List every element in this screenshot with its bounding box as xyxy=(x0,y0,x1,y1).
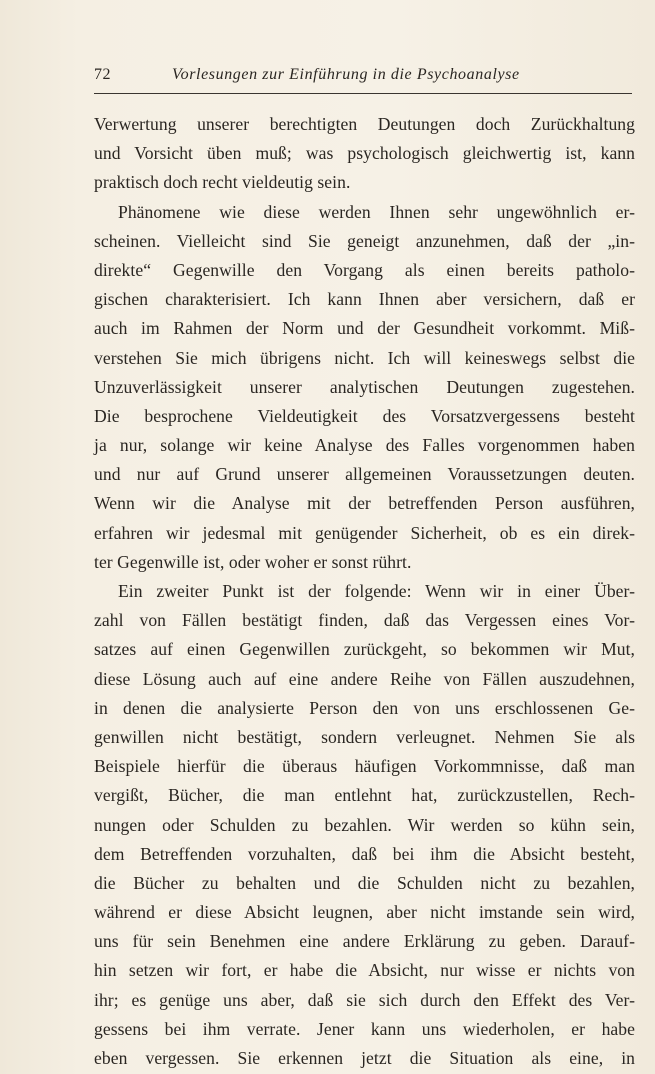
text-line: erfahren wir jedesmal mit genügender Sicherheit, ob es ein direk- xyxy=(94,522,635,543)
text-line: ja nur, solange wir keine Analyse des Falles vorgenommen haben xyxy=(94,435,635,456)
text-line: dem Betreffenden vorzuhalten, daß bei ihm die Absicht besteht, xyxy=(94,843,635,864)
text-line: diese Lösung auch auf eine andere Reihe von Fällen auszudehnen, xyxy=(94,668,635,689)
text-line: während er diese Absicht leugnen, aber nicht imstande sein wird, xyxy=(94,902,635,923)
text-line: eben vergessen. Sie erkennen jetzt die Situation als eine, in xyxy=(94,1048,635,1068)
text-line: Unzuverlässigkeit unserer analytischen Deutungen zugestehen. xyxy=(94,376,635,397)
text-line: gischen charakterisiert. Ich kann Ihnen aber versichern, daß er xyxy=(94,289,635,310)
text-line: ter Gegenwille ist, oder woher er sonst rührt. xyxy=(94,551,412,572)
text-line: die Bücher zu behalten und die Schulden nicht zu bezahlen, xyxy=(94,872,635,893)
text-line: ihr; es genüge uns aber, daß sie sich durch den Effekt des Ver- xyxy=(94,989,635,1010)
text-line: auch im Rahmen der Norm und der Gesundheit vorkommt. Miß- xyxy=(94,318,635,339)
page-header xyxy=(94,66,634,90)
text-line: gessens bei ihm verrate. Jener kann uns wiederholen, er habe xyxy=(94,1018,635,1039)
text-line: Ein zweiter Punkt ist der folgende: Wenn wir in einer Über- xyxy=(118,581,635,601)
text-line: nungen oder Schulden zu bezahlen. Wir werden so kühn sein, xyxy=(94,814,635,835)
text-line: Beispiele hierfür die überaus häufigen Vorkommnisse, daß man xyxy=(94,756,635,777)
text-line: Wenn wir die Analyse mit der betreffenden Person ausführen, xyxy=(94,493,635,514)
text-line: und nur auf Grund unserer allgemeinen Voraussetzungen deuten. xyxy=(94,464,635,485)
text-line: Die besprochene Vieldeutigkeit des Vorsatzvergessens besteht xyxy=(94,405,635,426)
text-line: verstehen Sie mich übrigens nicht. Ich will keineswegs selbst die xyxy=(94,347,635,368)
page-number: 72 xyxy=(94,66,111,83)
header-rule xyxy=(94,93,632,94)
text-line: hin setzen wir fort, er habe die Absicht, nur wisse er nichts von xyxy=(94,960,635,981)
body-text xyxy=(94,110,635,1073)
text-line: vergißt, Bücher, die man entlehnt hat, zurückzustellen, Rech- xyxy=(94,785,635,806)
text-line: und Vorsicht üben muß; was psychologisch gleichwertig ist, kann xyxy=(94,143,635,164)
text-line: in denen die analysierte Person den von uns erschlossenen Ge- xyxy=(94,697,635,718)
text-line: zahl von Fällen bestätigt finden, daß das Vergessen eines Vor- xyxy=(94,610,635,631)
text-line: scheinen. Vielleicht sind Sie geneigt anzunehmen, daß der „in- xyxy=(94,230,635,251)
running-title: Vorlesungen zur Einführung in die Psychoanalyse xyxy=(172,66,520,83)
text-line: Phänomene wie diese werden Ihnen sehr ungewöhnlich er- xyxy=(118,201,635,222)
text-line: Verwertung unserer berechtigten Deutungen doch Zurückhaltung xyxy=(94,114,635,134)
text-line: satzes auf einen Gegenwillen zurückgeht, so bekommen wir Mut, xyxy=(94,639,635,660)
text-line: genwillen nicht bestätigt, sondern verleugnet. Nehmen Sie als xyxy=(94,726,635,747)
text-line: uns für sein Benehmen eine andere Erklärung zu geben. Darauf- xyxy=(94,931,635,952)
text-line: praktisch doch recht vieldeutig sein. xyxy=(94,172,351,193)
text-line: direkte“ Gegenwille den Vorgang als einen bereits patholo- xyxy=(94,259,635,280)
